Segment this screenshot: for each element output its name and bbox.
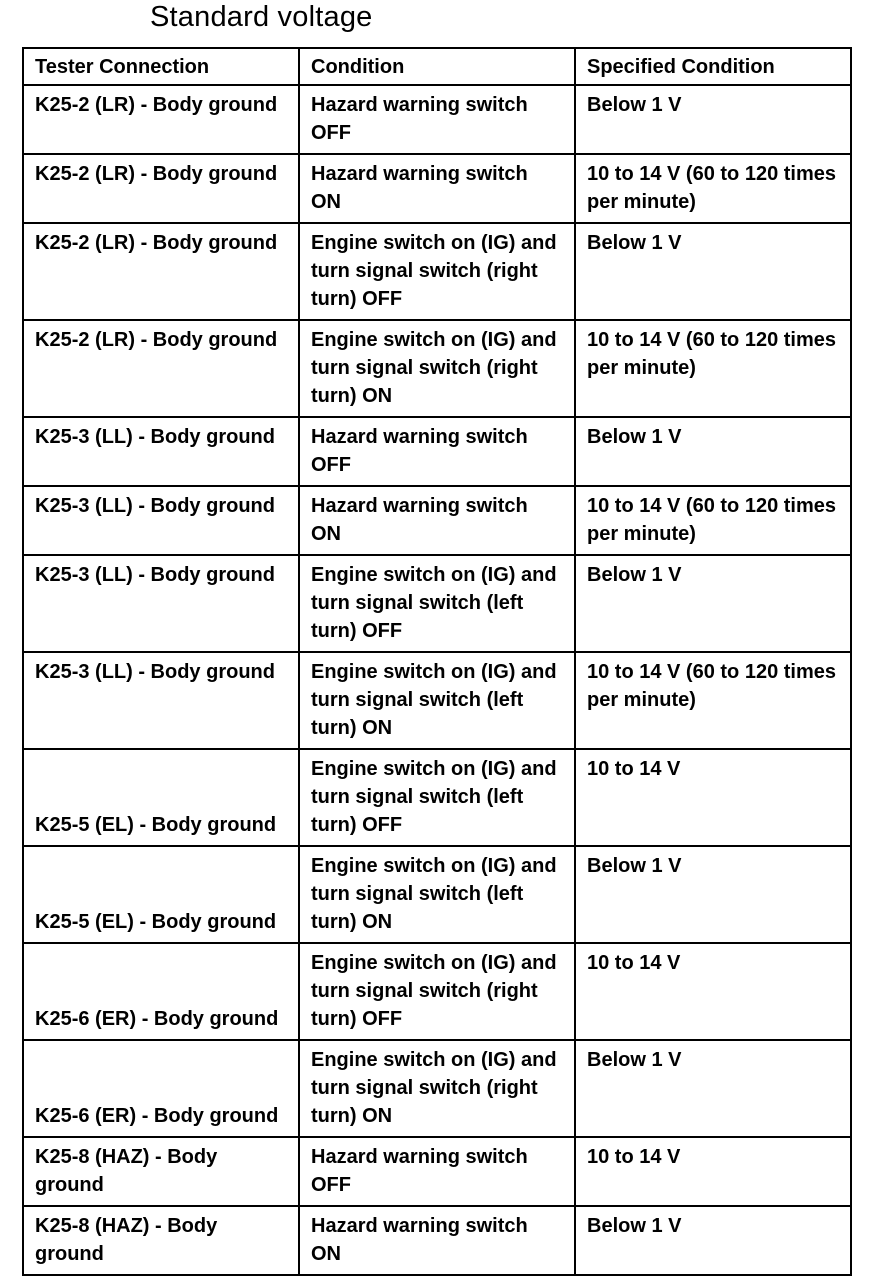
tester-connection-cell: K25-3 (LL) - Body ground [23, 417, 299, 486]
tester-connection-cell: K25-5 (EL) - Body ground [23, 846, 299, 943]
condition-cell: Hazard warning switch OFF [299, 417, 575, 486]
specified-condition-cell: Below 1 V [575, 1206, 851, 1275]
table-row [23, 1137, 851, 1206]
specified-condition-cell: 10 to 14 V (60 to 120 times per minute) [575, 652, 851, 749]
table-row [23, 1040, 851, 1137]
specified-condition-cell: Below 1 V [575, 1040, 851, 1137]
table-row [23, 749, 851, 846]
specified-condition-cell: 10 to 14 V (60 to 120 times per minute) [575, 320, 851, 417]
table-row [23, 320, 851, 417]
tester-connection-cell: K25-6 (ER) - Body ground [23, 1040, 299, 1137]
specified-condition-cell: 10 to 14 V [575, 749, 851, 846]
tester-connection-cell: K25-3 (LL) - Body ground [23, 555, 299, 652]
condition-cell: Engine switch on (IG) and turn signal switch (left turn) OFF [299, 749, 575, 846]
header-condition: Condition [299, 48, 575, 85]
condition-cell: Hazard warning switch ON [299, 486, 575, 555]
table-row [23, 486, 851, 555]
tester-connection-cell: K25-8 (HAZ) - Body ground [23, 1137, 299, 1206]
specified-condition-cell: 10 to 14 V [575, 1137, 851, 1206]
specified-condition-cell: Below 1 V [575, 85, 851, 154]
tester-connection-cell: K25-3 (LL) - Body ground [23, 652, 299, 749]
tester-connection-cell: K25-3 (LL) - Body ground [23, 486, 299, 555]
condition-cell: Engine switch on (IG) and turn signal switch (right turn) ON [299, 1040, 575, 1137]
specified-condition-cell: Below 1 V [575, 223, 851, 320]
tester-connection-cell: K25-8 (HAZ) - Body ground [23, 1206, 299, 1275]
table-row [23, 223, 851, 320]
condition-cell: Hazard warning switch ON [299, 154, 575, 223]
tester-connection-cell: K25-6 (ER) - Body ground [23, 943, 299, 1040]
specified-condition-cell: 10 to 14 V (60 to 120 times per minute) [575, 486, 851, 555]
condition-cell: Engine switch on (IG) and turn signal switch (right turn) OFF [299, 943, 575, 1040]
specified-condition-cell: 10 to 14 V [575, 943, 851, 1040]
tester-connection-cell: K25-2 (LR) - Body ground [23, 320, 299, 417]
table-row [23, 154, 851, 223]
tester-connection-cell: K25-2 (LR) - Body ground [23, 223, 299, 320]
header-tester-connection: Tester Connection [23, 48, 299, 85]
table-row [23, 1206, 851, 1275]
condition-cell: Engine switch on (IG) and turn signal switch (left turn) ON [299, 652, 575, 749]
table-row [23, 943, 851, 1040]
condition-cell: Hazard warning switch OFF [299, 1137, 575, 1206]
tester-connection-cell: K25-2 (LR) - Body ground [23, 85, 299, 154]
header-specified-condition: Specified Condition [575, 48, 851, 85]
condition-cell: Engine switch on (IG) and turn signal switch (left turn) ON [299, 846, 575, 943]
specified-condition-cell: 10 to 14 V (60 to 120 times per minute) [575, 154, 851, 223]
table-row [23, 652, 851, 749]
specified-condition-cell: Below 1 V [575, 417, 851, 486]
condition-cell: Engine switch on (IG) and turn signal switch (right turn) OFF [299, 223, 575, 320]
condition-cell: Engine switch on (IG) and turn signal switch (right turn) ON [299, 320, 575, 417]
specified-condition-cell: Below 1 V [575, 846, 851, 943]
standard-voltage-table [22, 47, 852, 1276]
table-header-row [23, 48, 851, 85]
table-row [23, 846, 851, 943]
tester-connection-cell: K25-2 (LR) - Body ground [23, 154, 299, 223]
page-title: Standard voltage [150, 1, 373, 33]
condition-cell: Hazard warning switch ON [299, 1206, 575, 1275]
tester-connection-cell: K25-5 (EL) - Body ground [23, 749, 299, 846]
specified-condition-cell: Below 1 V [575, 555, 851, 652]
condition-cell: Hazard warning switch OFF [299, 85, 575, 154]
table-row [23, 417, 851, 486]
table-row [23, 85, 851, 154]
table-row [23, 555, 851, 652]
condition-cell: Engine switch on (IG) and turn signal switch (left turn) OFF [299, 555, 575, 652]
